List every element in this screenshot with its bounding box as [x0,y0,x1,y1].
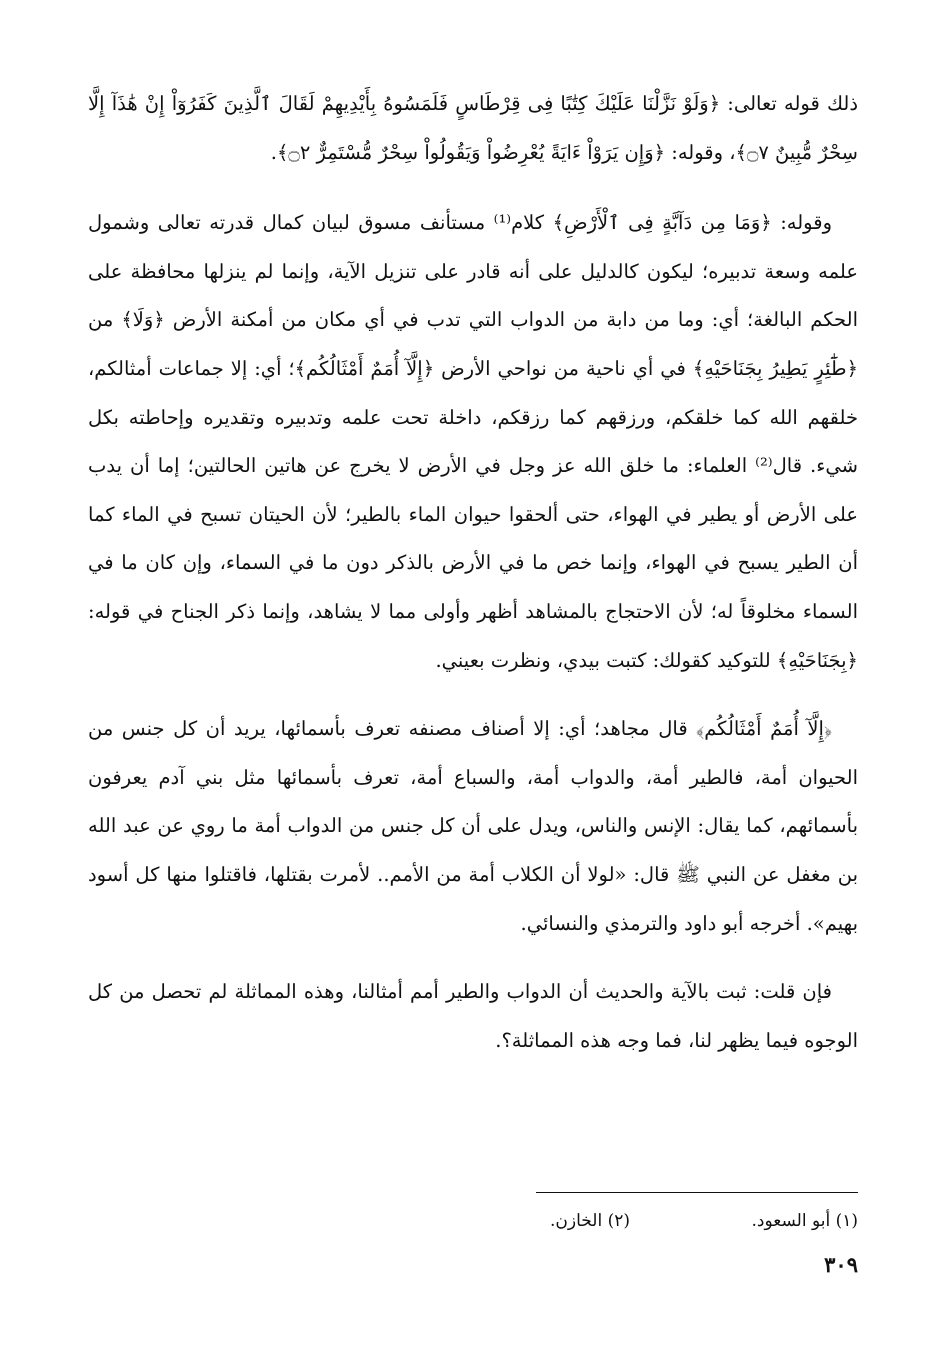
paragraph-verse-quote: ذلك قوله تعالى: ﴿وَلَوْ نَزَّلْنَا عَلَيْكَ كِتَٰبًا فِى قِرْطَاسٍ فَلَمَسُوهُ بِأَيْدِيهِمْ لَقَالَ ٱلَّذِينَ كَفَرُوٓاْ إِنْ هَٰذَآ إِلَّا سِحْرٌ مُّبِينٌ ۝٧﴾، وقوله: ﴿وَإِن يَرَوْاْ ءَايَةً يُعْرِضُواْ وَيَقُولُواْ سِحْرٌ مُّسْتَمِرٌّ ۝٢﴾. [88,92,858,164]
paragraph-umam-amthalukum: ﴿إِلَّآ أُمَمٌ أَمْثَالُكُم﴾ قال مجاهد؛ أي: إلا أصناف مصنفه تعرف بأسمائها، يريد أن كل جنس من الحيوان أمة، فالطير أمة، والدواب أمة، والسباع أمة، تعرف بأسمائها مثل بني آدم يعرفون بأسمائهم، كما يقال: الإنس والناس، ويدل على أن كل جنس من الدواب أمة ما روي عن عبد الله بن مغفل عن النبي ﷺ قال: «لولا أن الكلاب أمة من الأمم.. لأمرت بقتلها، فاقتلوا منها كل أسود بهيم». أخرجه أبو داود والترمذي والنسائي. [88,717,858,935]
footnote-1: (١) أبو السعود. [751,1211,858,1231]
page-body [88,80,858,1310]
page-number: ٣٠٩ [824,1252,858,1277]
paragraph-dabba-commentary: وقوله: ﴿وَمَا مِن دَآبَّةٍ فِى ٱلْأَرْضِ﴾ كلام⁽¹⁾ مستأنف مسوق لبيان كمال قدرته تعالى وشمول علمه وسعة تدبيره؛ ليكون كالدليل على أنه قادر على تنزيل الآية، وإنما لم ينزلها محافظة على الحكم البالغة؛ أي: وما من دابة من الدواب التي تدب في أي مكان من أمكنة الأرض ﴿وَلَا﴾ من ﴿طَٰٓئِرٍ يَطِيرُ بِجَنَاحَيْهِ﴾ في أي ناحية من نواحي الأرض ﴿إِلَّآ أُمَمٌ أَمْثَالُكُم﴾؛ أي: إلا جماعات أمثالكم، خلقهم الله كما خلقكم، ورزقهم كما رزقكم، داخلة تحت علمه وتدبيره وتقديره وإحاطته بكل شيء. قال⁽²⁾ العلماء: ما خلق الله عز وجل في الأرض لا يخرج عن هاتين الحالتين؛ إما أن يدب على الأرض أو يطير في الهواء، حتى ألحقوا حيوان الماء بالطير؛ لأن الحيتان تسبح في الماء كما أن الطير يسبح في الهواء، وإنما خص ما في الأرض بالذكر دون ما في السماء، وإن كان ما في السماء مخلوقاً له؛ لأن الاحتجاج بالمشاهد أظهر وأولى مما لا يشاهد، وإنما ذكر الجناح في قوله: ﴿بِجَنَاحَيْهِ﴾ للتوكيد كقولك: كتبت بيدي، ونظرت بعيني. [88,211,858,672]
footnote-divider [536,1192,858,1193]
footnotes [88,1204,858,1238]
footnote-2: (٢) الخازن. [550,1211,630,1231]
paragraph-question: فإن قلت: ثبت بالآية والحديث أن الدواب والطير أمم أمثالنا، وهذه المماثلة لم تحصل من كل الوجوه فيما يظهر لنا، فما وجه هذه المماثلة؟. [88,980,858,1052]
